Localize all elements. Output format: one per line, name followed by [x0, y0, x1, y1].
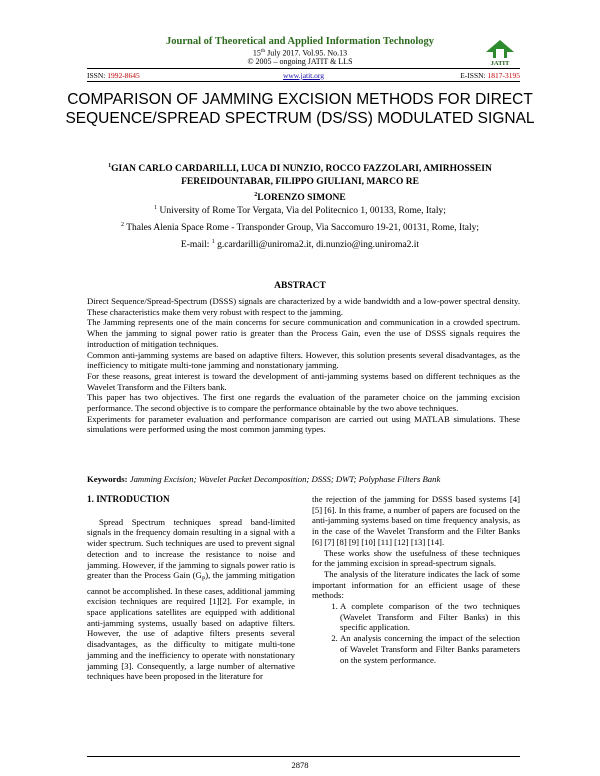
process-gain-subscript: P — [201, 576, 206, 583]
issue-day-suffix: th — [260, 48, 266, 54]
intro-p1-start: Spread Spectrum techniques spread band-limited signals in the frequency domain resulting in a signal with a wider spectrum. Such techniques are used to prevent signal detection and to increase the resistance to noise and jamming. However, if the jamming to signals power ratio is greater than the Process Gain (G — [87, 516, 295, 581]
footer-rule — [87, 756, 520, 757]
aff2-marker: 2 — [120, 222, 124, 228]
affiliation-1 — [40, 205, 560, 216]
column-right — [312, 494, 520, 665]
copyright: © 2005 – ongoing JATIT & LLS — [247, 57, 353, 66]
issn-value: 1992-8645 — [107, 71, 140, 80]
email-label: E-mail: — [180, 240, 212, 251]
intro-paragraph-4: The analysis of the literature indicates the lack of some important information for an efficient usage of these methods: — [312, 568, 520, 601]
aff1-marker: 1 — [154, 205, 158, 211]
abstract-body — [87, 296, 520, 435]
aff2-text: Thales Alenia Space Rome - Transponder Group, Via Saccomuro 19-21, 00131, Rome, Italy; — [126, 223, 480, 234]
page-number: 2878 — [291, 760, 309, 770]
authors-line1: GIAN CARLO CARDARILLI, LUCA DI NUNZIO, ROCCO FAZZOLARI, AMIRHOSSEIN FEREIDOUNTABAR, FILIPPO GIULIANI, MARCO RE — [111, 164, 492, 188]
abstract-paragraph: The Jamming represents one of the main concerns for secure communication and communication in a crowded spectrum. When the jamming to signal power ratio is greater than the Process Gain, even the use of DSSS signals requires the introduction of mitigation techniques. — [87, 317, 520, 349]
keywords-text: Jamming Excision; Wavelet Packet Decomposition; DSSS; DWT; Polyphase Filters Bank — [129, 474, 441, 484]
author-list — [70, 160, 530, 205]
author-marker-1: 1 — [108, 163, 112, 169]
eissn — [460, 71, 520, 80]
header-rule-bottom — [87, 81, 520, 82]
keywords-label: Keywords: — [87, 474, 130, 484]
email-addresses: g.cardarilli@uniroma2.it, di.nunzio@ing.uniroma2.it — [214, 240, 420, 251]
paper-title: COMPARISON OF JAMMING EXCISION METHODS FOR DIRECT SEQUENCE/SPREAD SPECTRUM (DS/SS) MODULATED SIGNAL — [65, 91, 535, 127]
column-left — [87, 494, 295, 682]
email-marker: 1 — [211, 239, 215, 245]
requirements-list — [312, 601, 520, 665]
abstract-paragraph: This paper has two objectives. The first one regards the evaluation of the parameter choice on the jamming excision performance. The second objective is to compare the performance obtainable by the two above techniques. — [87, 392, 520, 414]
abstract-paragraph: Direct Sequence/Spread-Spectrum (DSSS) signals are characterized by a wide bandwidth and a low-power spectral density. These characteristics make them very robust with respect to the jamming. — [87, 296, 520, 317]
eissn-label: E-ISSN: — [460, 71, 488, 80]
email-line — [40, 239, 560, 250]
section-heading-introduction: 1. INTRODUCTION — [87, 494, 170, 504]
eissn-value: 1817-3195 — [487, 71, 520, 80]
list-item: 2. An analysis concerning the impact of the selection of Wavelet Transform and Filter Banks parameters on the system performance. — [340, 633, 520, 665]
author-marker-2: 2 — [254, 192, 258, 199]
intro-p1-end: ), the jamming mitigation cannot be accomplished. In these cases, additional jamming excision techniques are required [1][2]. For example, in space applications satellites are equipped with additional anti-jamming systems, usually based on adaptive filters. However, the use of adaptive filters presents several disadvantages, as the difficulty to mitigate multi-tone jamming and the inefficiency to operate with nonstationary jamming [3]. Consequently, a large number of alternative techniques have been proposed in the literature for — [87, 570, 295, 682]
intro-paragraph-1 — [87, 517, 295, 682]
intro-paragraph-2: the rejection of the jamming for DSSS based systems [4] [5] [6]. In this frame, a number of papers are focused on the anti-jamming systems based on time frequency analysis, as in the case of the Wavelet Transform and the Filter Banks [6] [7] [8] [9] [10] [11] [12] [13] [14]. — [312, 494, 520, 547]
aff1-text: University of Rome Tor Vergata, Via del Politecnico 1, 00133, Rome, Italy; — [159, 206, 446, 217]
header-rule-top — [87, 68, 520, 69]
abstract-paragraph: Experiments for parameter evaluation and performance comparison are carried out using MATLAB simulations. These simulations were performed using the most common jamming types. — [87, 413, 520, 435]
jatit-logo-icon — [483, 38, 517, 66]
issue-day: 15 — [252, 48, 261, 58]
keywords — [87, 474, 520, 484]
authors-line2: LORENZO SIMONE — [257, 193, 346, 204]
issue-info: July 2017. Vol.95. No.13 — [265, 48, 348, 58]
journal-title: Journal of Theoretical and Applied Information Technology — [166, 36, 434, 47]
abstract-paragraph: Common anti-jamming systems are based on adaptive filters. However, this solution presents several disadvantages, as the inefficiency to mitigate multi-tone jamming and nonstationary jamming. — [87, 349, 520, 371]
website-link[interactable]: www.jatit.org — [282, 71, 325, 80]
intro-paragraph-3: These works show the usefulness of these techniques for the jamming excision in spread-spectrum signals. — [312, 547, 520, 569]
list-item: 1. A complete comparison of the two techniques (Wavelet Transform and Filter Banks) in this specific application. — [340, 601, 520, 633]
abstract-paragraph: For these reasons, great interest is toward the development of anti-jamming systems based on different techniques as the Wavelet Transform and the Filters bank. — [87, 370, 520, 392]
logo-text: JATIT — [490, 60, 510, 66]
affiliation-2 — [40, 222, 560, 233]
abstract-heading: ABSTRACT — [274, 281, 326, 291]
issn-label: ISSN: — [87, 71, 108, 80]
